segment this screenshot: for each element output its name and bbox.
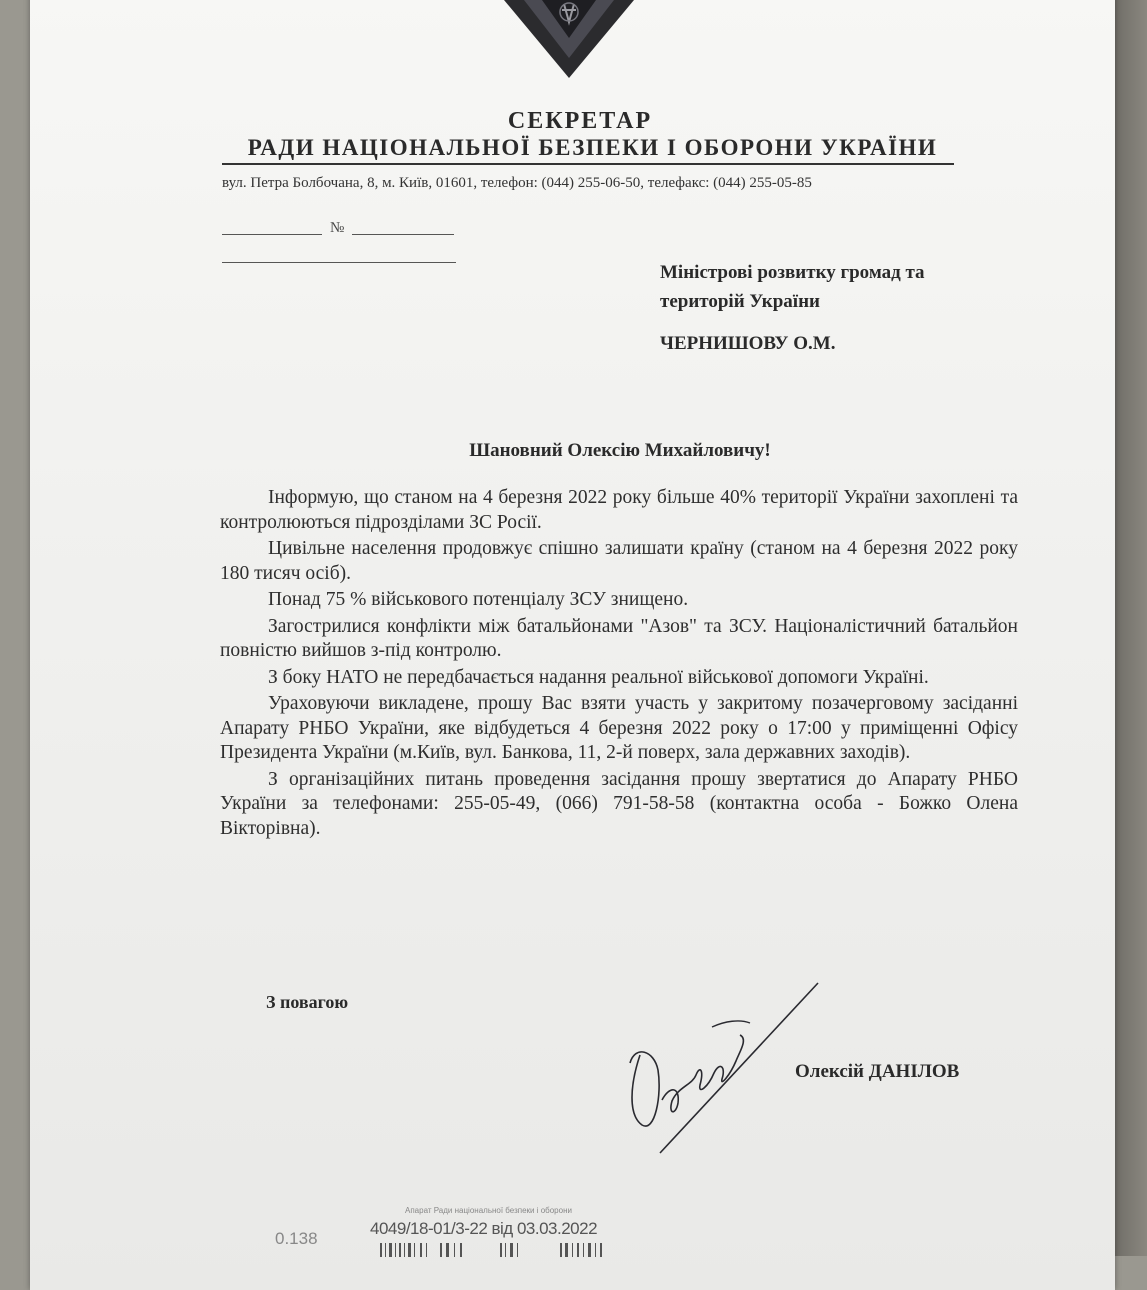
paragraph: Цивільне населення продовжує спішно залишати країну (станом на 4 березня 2022 року 180 тисяч осіб). (220, 538, 1018, 584)
reg-extra-blank (222, 262, 456, 263)
letter-body (220, 486, 1018, 843)
header-divider (222, 163, 954, 165)
closing-phrase: З повагою (266, 992, 349, 1012)
stamp-side-number: 0.138 (275, 1229, 318, 1248)
header-subtitle: РАДИ НАЦІОНАЛЬНОЇ БЕЗПЕКИ І ОБОРОНИ УКРАЇНИ (247, 135, 938, 160)
paragraph: З організаційних питань проведення засідання прошу звертатися до Апарату РНБО України за телефонами: 255-05-49, (066) 791-58-58 (контактна особа - Божко Олена Вікторівна). (220, 768, 1018, 839)
recipient-name: ЧЕРНИШОВУ О.М. (660, 333, 836, 354)
salutation: Шановний Олексію Михайловичу! (469, 440, 771, 461)
paragraph: З боку НАТО не передбачається надання реальної військової допомоги Україні. (268, 666, 929, 688)
table-edge (1112, 0, 1147, 1256)
signer-name: Олексій ДАНІЛОВ (795, 1061, 960, 1082)
stamp-registration-number: 4049/18-01/3-22 від 03.03.2022 (370, 1219, 598, 1238)
header-address: вул. Петра Болбочана, 8, м. Київ, 01601, телефон: (044) 255-06-50, телефакс: (044) 255-05-85 (222, 175, 812, 191)
paragraph: Ураховуючи викладене, прошу Вас взяти участь у закритому позачерговому засіданні Апарату РНБО України, яке відбудеться 4 березня 2022 року о 17:00 у приміщенні Офісу Президента України (м.Київ, вул. Банкова, 11, 2-й поверх, зала державних заходів). (220, 693, 1018, 763)
recipient-line-1: Міністрові розвитку громад та (660, 262, 925, 283)
barcode-icon (380, 1243, 630, 1257)
reg-number-sign: № (330, 220, 345, 236)
stamp-agency: Апарат Ради національної безпеки і оборони (405, 1206, 572, 1215)
reg-date-blank (222, 234, 322, 235)
recipient-line-2: територій України (660, 291, 820, 312)
paragraph: Понад 75 % військового потенціалу ЗСУ знищено. (268, 589, 689, 610)
header-title: СЕКРЕТАР (507, 108, 653, 134)
coat-of-arms-emblem-icon (494, 0, 644, 90)
reg-number-blank (352, 234, 454, 235)
recipient-block (660, 258, 925, 316)
paragraph: Інформую, що станом на 4 березня 2022 року більше 40% території України захоплені та контролюються підрозділами ЗС Росії. (220, 487, 1018, 533)
paragraph: Загострилися конфлікти між батальйонами "Азов" та ЗСУ. Націоналістичний батальйон повністю вийшов з-під контролю. (220, 615, 1018, 661)
